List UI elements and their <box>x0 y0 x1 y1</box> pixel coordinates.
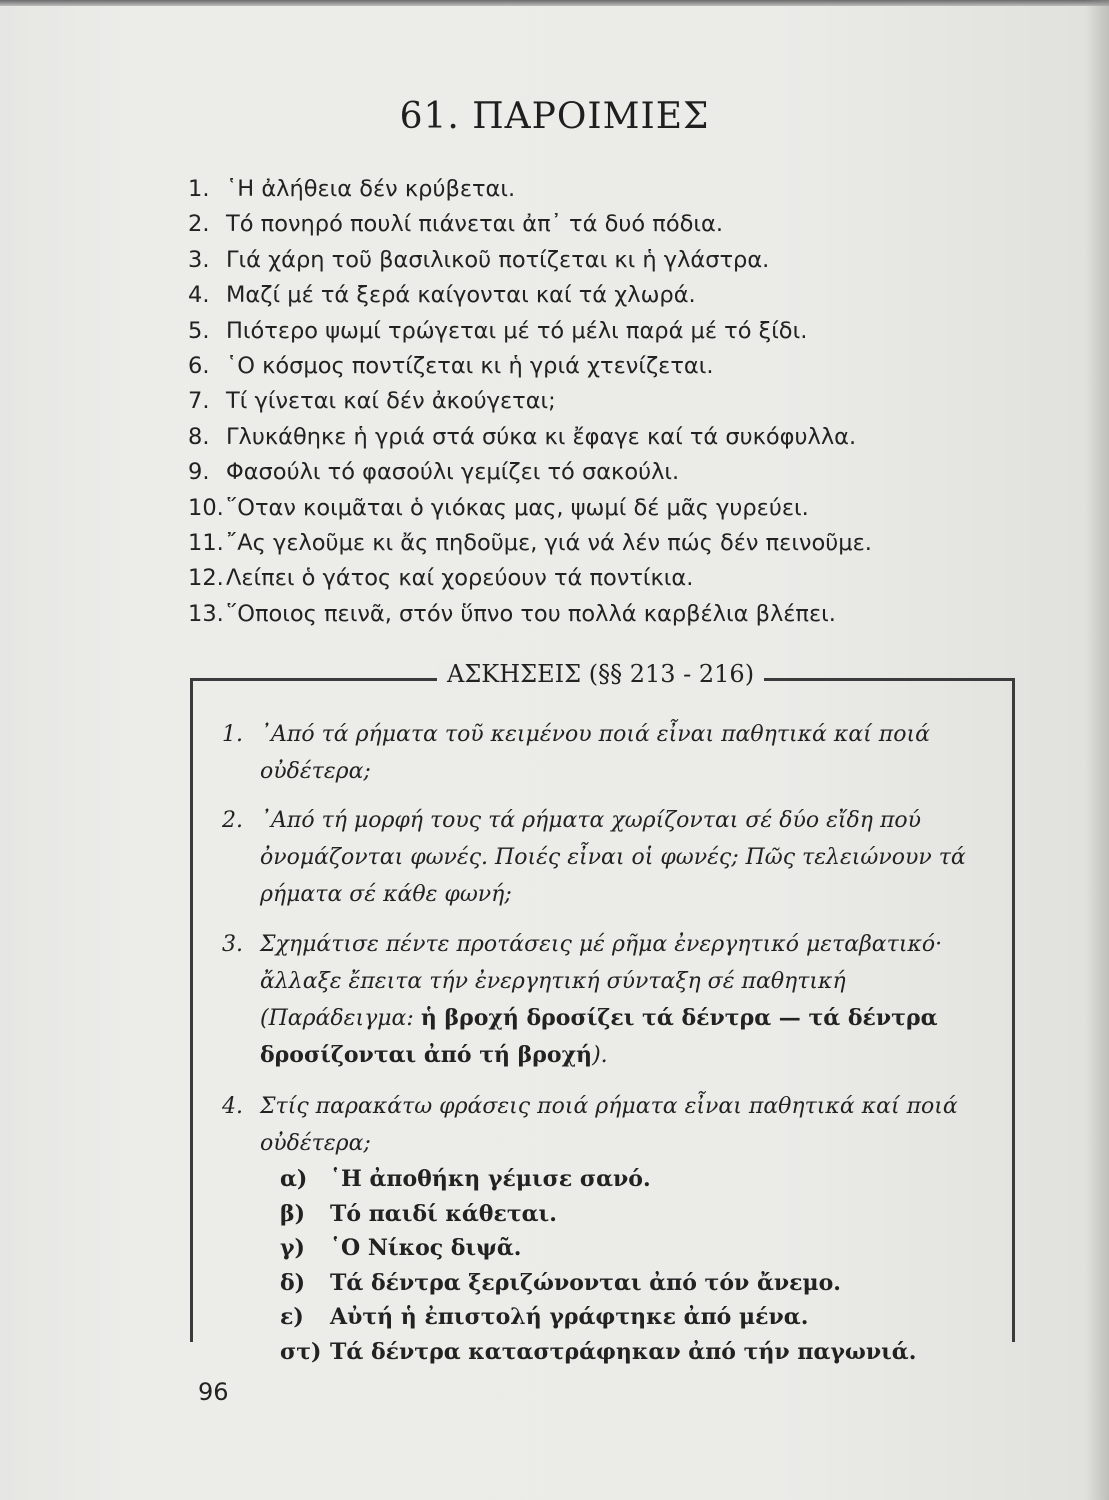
exercise-number: 2. <box>222 808 243 833</box>
proverb-item <box>188 561 968 596</box>
exercises-list <box>222 716 998 1370</box>
exercise-question: Στίς παρακάτω φράσεις ποιά ρήματα εἶναι παθητικά καί ποιά οὐδέτερα; <box>260 1094 958 1156</box>
page-title: 61. ΠΑΡΟΙΜΙΕΣ <box>399 96 710 137</box>
proverb-text: Γιά χάρη τοῦ βασιλικοῦ ποτίζεται κι ἡ γλάστρα. <box>226 246 770 273</box>
proverb-item <box>188 314 968 349</box>
exercise-question: Σχημάτισε πέντε προτάσεις μέ ρῆμα ἐνεργητικό μεταβατικό· ἄλλαξε ἔπειτα τήν ἐνεργητική σύνταξη σέ παθητική (Παράδειγμα: <box>260 932 943 1031</box>
exercise-item <box>222 926 998 1074</box>
phrase-label: στ) <box>280 1338 322 1365</box>
phrase-text: Τό παιδί κάθεται. <box>330 1200 557 1227</box>
phrase-label: α) <box>280 1166 308 1192</box>
proverb-text: Λείπει ὁ γάτος καί χορεύουν τά ποντίκια. <box>226 565 694 592</box>
scan-right-edge <box>1085 0 1109 1500</box>
proverb-number: 2. <box>188 211 210 238</box>
scan-top-edge <box>0 0 1109 6</box>
proverb-number: 12. <box>188 565 224 592</box>
phrase-item <box>280 1266 998 1301</box>
page-number: 96 <box>198 1378 229 1406</box>
exercise-item <box>222 1088 998 1370</box>
proverb-number: 13. <box>188 600 224 627</box>
proverb-number: 7. <box>188 388 210 415</box>
proverb-number: 11. <box>188 529 224 556</box>
phrase-item <box>280 1300 998 1335</box>
proverb-item <box>188 491 968 526</box>
proverb-item <box>188 597 968 632</box>
proverb-text: Τί γίνεται καί δέν ἀκούγεται; <box>226 388 556 415</box>
proverb-item <box>188 384 968 419</box>
proverb-text: ῎Ας γελοῦμε κι ἄς πηδοῦμε, γιά νά λέν πώς δέν πεινοῦμε. <box>226 529 872 556</box>
proverb-text: Γλυκάθηκε ἡ γριά στά σύκα κι ἔφαγε καί τά συκόφυλλα. <box>226 423 857 450</box>
proverb-number: 4. <box>188 282 210 309</box>
proverb-number: 5. <box>188 317 210 344</box>
exercise-number: 4. <box>222 1094 243 1119</box>
phrase-label: δ) <box>280 1269 306 1296</box>
exercise-number: 3. <box>222 932 243 957</box>
proverb-number: 10. <box>188 494 224 521</box>
exercise-item <box>222 716 998 790</box>
phrase-label: β) <box>280 1200 306 1227</box>
proverb-text: Πιότερο ψωμί τρώγεται μέ τό μέλι παρά μέ τό ξίδι. <box>226 317 808 344</box>
proverb-number: 1. <box>188 176 210 202</box>
exercise-example: ἡ βροχή δροσίζει τά δέντρα — τά δέντρα δροσίζονται ἀπό τή βροχή <box>260 1005 938 1068</box>
proverb-text: ῾Ο κόσμος ποντίζεται κι ἡ γριά χτενίζεται. <box>226 352 714 379</box>
exercise-item <box>222 802 998 913</box>
proverb-item <box>188 207 968 242</box>
proverb-text: ῞Οταν κοιμᾶται ὁ γιόκας μας, ψωμί δέ μᾶς γυρεύει. <box>226 494 809 521</box>
proverb-item <box>188 172 968 207</box>
phrase-text: ῾Η ἀποθήκη γέμισε σανό. <box>330 1166 651 1192</box>
phrase-item <box>280 1162 998 1197</box>
proverb-number: 6. <box>188 352 210 379</box>
proverbs-list <box>188 172 968 632</box>
exercise-number: 1. <box>222 722 243 747</box>
phrase-text: Αὐτή ἡ ἐπιστολή γράφτηκε ἀπό μένα. <box>330 1304 809 1331</box>
phrase-label: ε) <box>280 1304 304 1331</box>
phrase-item <box>280 1197 998 1232</box>
proverb-text: Φασούλι τό φασούλι γεμίζει τό σακούλι. <box>226 459 680 486</box>
exercise-closing: ). <box>592 1043 608 1068</box>
proverb-text: Μαζί μέ τά ξερά καίγονται καί τά χλωρά. <box>226 282 696 309</box>
exercises-heading: ΑΣΚΗΣΕΙΣ (§§ 213 - 216) <box>437 660 764 688</box>
phrase-text: Τά δέντρα καταστράφηκαν ἀπό τήν παγωνιά. <box>330 1338 917 1365</box>
proverb-number: 3. <box>188 246 210 273</box>
proverb-item <box>188 420 968 455</box>
proverb-item <box>188 278 968 313</box>
proverb-text: Τό πονηρό πουλί πιάνεται ἀπ᾽ τά δυό πόδια. <box>226 211 723 238</box>
phrase-text: ῾Ο Νίκος διψᾶ. <box>330 1235 522 1262</box>
proverb-number: 9. <box>188 459 210 486</box>
proverb-text: ῾Η ἀλήθεια δέν κρύβεται. <box>226 176 516 202</box>
phrase-item <box>280 1231 998 1266</box>
proverb-number: 8. <box>188 423 210 450</box>
phrases-list <box>260 1162 998 1370</box>
proverb-item <box>188 455 968 490</box>
proverb-item <box>188 243 968 278</box>
proverb-item <box>188 349 968 384</box>
proverb-text: ῞Οποιος πεινᾶ, στόν ὕπνο του πολλά καρβέλια βλέπει. <box>226 600 836 627</box>
phrase-text: Τά δέντρα ξεριζώνονται ἀπό τόν ἄνεμο. <box>330 1269 841 1296</box>
proverb-item <box>188 526 968 561</box>
phrase-item <box>280 1335 998 1370</box>
exercise-question: ᾿Από τή μορφή τους τά ρήματα χωρίζονται σέ δύο εἴδη πού ὀνομάζονται φωνές. Ποιές εἶναι οἱ φωνές; Πῶς τελειώνουν τά ρήματα σέ κάθε φωνή; <box>260 808 966 907</box>
exercise-question: ᾿Από τά ρήματα τοῦ κειμένου ποιά εἶναι παθητικά καί ποιά οὐδέτερα; <box>260 722 930 784</box>
phrase-label: γ) <box>280 1235 305 1262</box>
